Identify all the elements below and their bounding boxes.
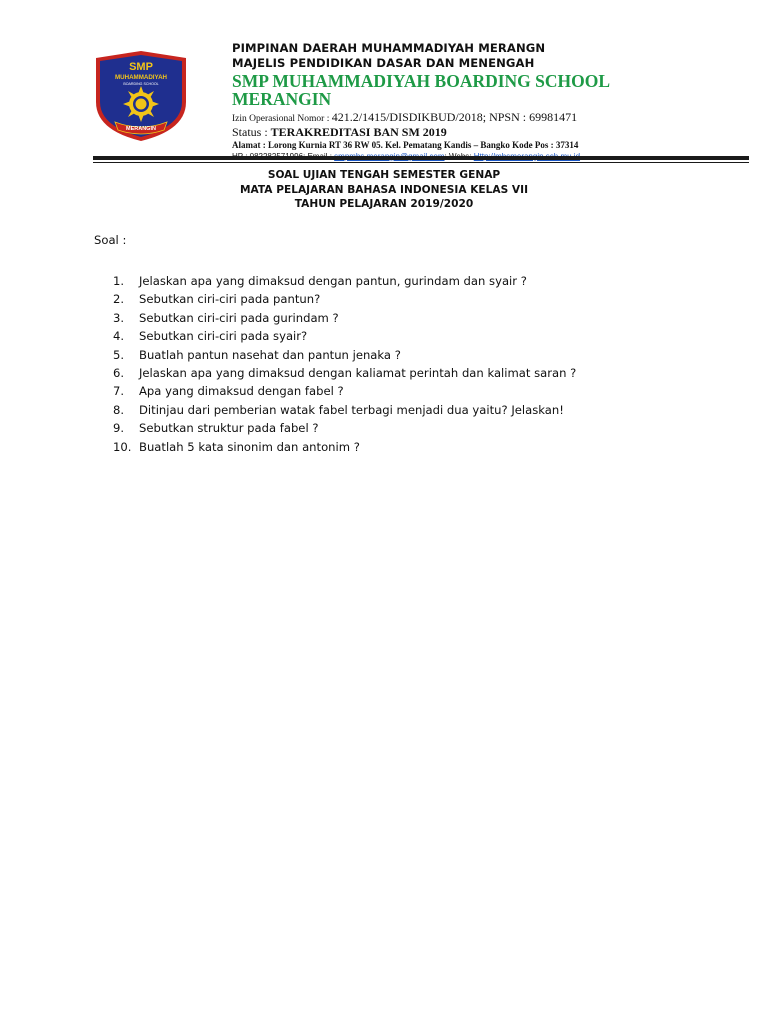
questions-heading: Soal : [94,233,127,247]
exam-title-line3: TAHUN PELAJARAN 2019/2020 [294,198,474,210]
permit-info [232,111,732,126]
logo-ring-text: MUHAMMADIYAH [114,74,168,81]
question-text: Ditinjau dari pemberian watak fabel terbagi menjadi dua yaitu? Jelaskan! [139,402,564,417]
question-number: 1. [113,274,125,288]
question-item [113,272,576,290]
question-number: 6. [113,365,125,380]
question-number: 8. [113,402,125,417]
status-value: TERAKREDITASI BAN SM 2019 [270,125,447,139]
exam-title-line1: SOAL UJIAN TENGAH SEMESTER GENAP [267,169,501,181]
question-text: Jelaskan apa yang dimaksud dengan pantun, gurindam dan syair ? [139,274,527,288]
logo-top-text: SMP [129,61,153,73]
school-logo [94,50,188,142]
logo-sub-text: BOARDING SCHOOL [123,82,159,86]
question-number: 4. [113,329,125,344]
question-number: 10. [113,439,132,454]
letterhead [232,41,732,163]
exam-title [0,168,768,212]
question-list [113,272,576,456]
question-item [113,401,576,419]
question-item [113,438,576,456]
header-divider-thick [93,156,749,160]
question-item [113,290,576,308]
question-text: Buatlah pantun nasehat dan pantun jenaka ? [139,347,401,362]
accreditation-status [232,126,732,139]
question-text: Apa yang dimaksud dengan fabel ? [139,384,344,399]
permit-value: 421.2/1415/DISDIKBUD/2018; NPSN : 69981471 [331,110,578,124]
question-item [113,309,576,327]
question-number: 7. [113,384,125,399]
exam-title-line2: MATA PELAJARAN BAHASA INDONESIA KELAS VII [239,183,529,196]
question-number: 9. [113,421,125,436]
question-number: 5. [113,347,125,362]
council-name: MAJELIS PENDIDIKAN DASAR DAN MENENGAH [232,56,535,70]
header-divider-thin [93,162,749,163]
school-name-line1: SMP MUHAMMADIYAH BOARDING SCHOOL [232,71,611,91]
question-item [113,382,576,400]
question-number: 3. [113,310,125,325]
question-text: Sebutkan ciri-ciri pada pantun? [139,292,321,307]
question-item [113,346,576,364]
school-name-line2: MERANGIN [232,89,332,109]
question-text: Sebutkan ciri-ciri pada gurindam ? [139,310,339,325]
logo-banner-text: MERANGIN [126,126,156,132]
school-name [232,72,732,108]
question-text: Sebutkan struktur pada fabel ? [139,421,319,436]
question-item [113,419,576,437]
organization-name: PIMPINAN DAERAH MUHAMMADIYAH MERANGN [232,41,546,55]
question-item [113,364,576,382]
question-item [113,327,576,345]
question-number: 2. [113,292,125,307]
school-address: Alamat : Lorong Kurnia RT 36 RW 05. Kel. Pematang Kandis – Bangko Kode Pos : 37314 [232,140,579,150]
question-text: Buatlah 5 kata sinonim dan antonim ? [139,439,360,454]
question-text: Jelaskan apa yang dimaksud dengan kaliamat perintah dan kalimat saran ? [139,365,577,380]
question-text: Sebutkan ciri-ciri pada syair? [139,329,308,344]
status-label: Status : [232,125,268,139]
permit-label: Izin Operasional Nomor : [232,114,330,124]
